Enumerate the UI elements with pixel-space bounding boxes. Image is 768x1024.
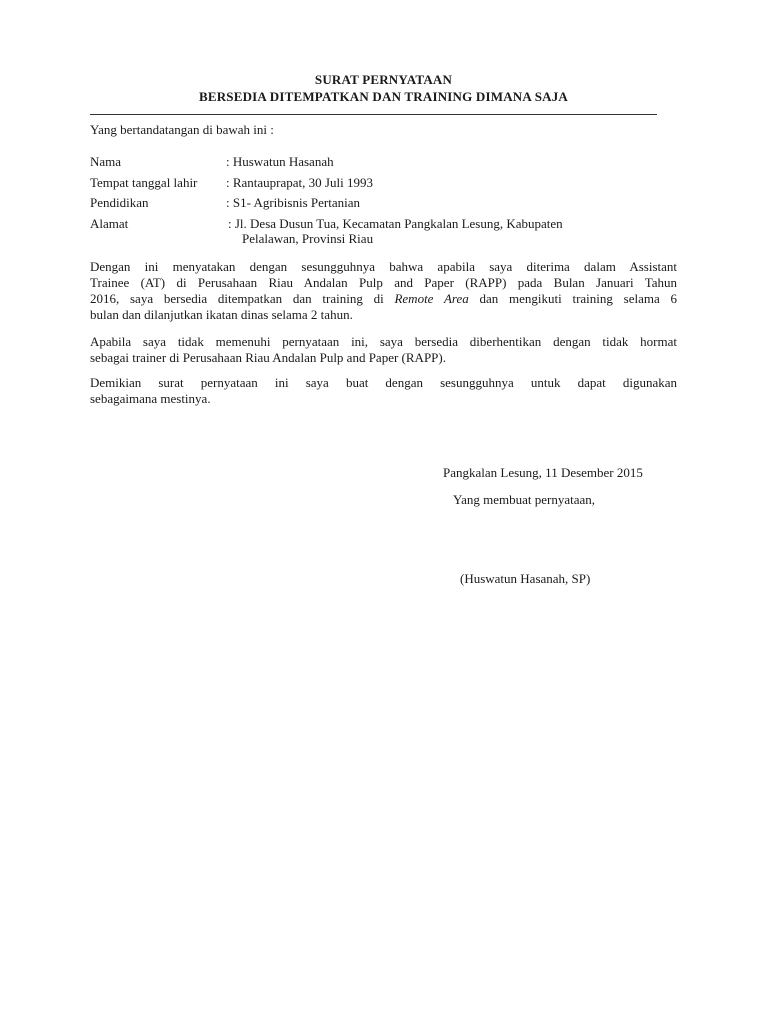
paragraph-line: Apabila saya tidak memenuhi pernyataan ini, saya bersedia diberhentikan dengan tidak hormat	[90, 334, 677, 349]
paragraph-line: bulan dan dilanjutkan ikatan dinas selama 2 tahun.	[90, 307, 353, 322]
paragraph-line: sebagai trainer di Perusahaan Riau Andalan Pulp and Paper (RAPP).	[90, 350, 446, 365]
field-value-alamat: : Jl. Desa Dusun Tua, Kecamatan Pangkalan Lesung, Kabupaten	[228, 216, 563, 231]
paragraph-line	[90, 291, 677, 307]
field-label-ttl: Tempat tanggal lahir	[90, 175, 198, 190]
field-label-nama: Nama	[90, 154, 122, 169]
field-value-ttl: : Rantauprapat, 30 Juli 1993	[226, 175, 373, 190]
document-title: SURAT PERNYATAAN	[314, 72, 453, 87]
title-divider	[90, 114, 657, 115]
paragraph-text: 2016, saya bersedia ditempatkan dan training di	[90, 291, 395, 306]
paragraph-text: dan mengikuti training selama 6	[468, 291, 677, 306]
emphasis-remote-area: Remote Area	[394, 291, 469, 306]
field-value-nama: : Huswatun Hasanah	[226, 154, 334, 169]
paragraph-statement	[90, 259, 677, 323]
field-label-pendidikan: Pendidikan	[90, 195, 149, 210]
field-value-alamat-continued: Pelalawan, Provinsi Riau	[242, 231, 374, 246]
intro-text: Yang bertandatangan di bawah ini :	[90, 122, 274, 137]
closing-text: Yang membuat pernyataan,	[453, 492, 596, 507]
paragraph-closing	[90, 375, 677, 407]
field-value-pendidikan: : S1- Agribisnis Pertanian	[226, 195, 360, 210]
signatory-name: (Huswatun Hasanah, SP)	[460, 571, 591, 586]
paragraph-line: Dengan ini menyatakan dengan sesungguhnya bahwa apabila saya diterima dalam Assistant	[90, 259, 677, 274]
document-subtitle: BERSEDIA DITEMPATKAN DAN TRAINING DIMANA SAJA	[198, 89, 569, 104]
paragraph-line: sebagaimana mestinya.	[90, 391, 211, 406]
paragraph-line: Trainee (AT) di Perusahaan Riau Andalan Pulp and Paper (RAPP) pada Bulan Januari Tahun	[90, 275, 677, 290]
paragraph-line: Demikian surat pernyataan ini saya buat dengan sesungguhnya untuk dapat digunakan	[90, 375, 677, 390]
place-date: Pangkalan Lesung, 11 Desember 2015	[443, 465, 643, 480]
paragraph-consequence	[90, 334, 677, 366]
field-label-alamat: Alamat	[90, 216, 129, 231]
